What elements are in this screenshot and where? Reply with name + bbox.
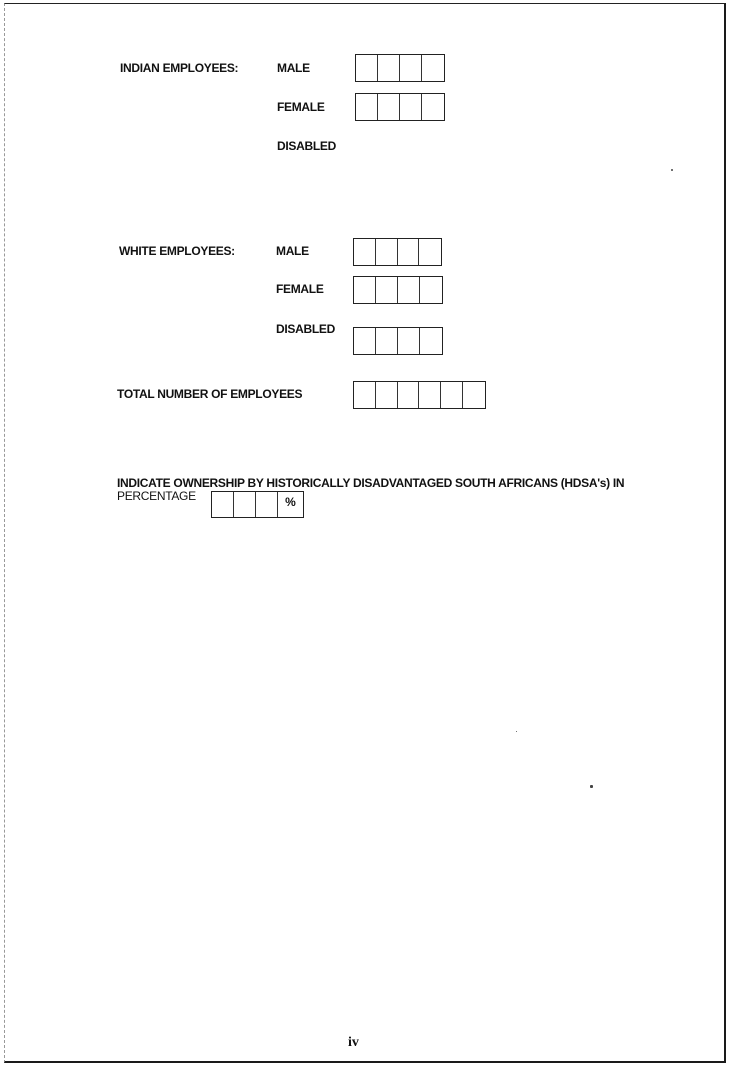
- digit-box[interactable]: [256, 492, 278, 517]
- digit-box[interactable]: [420, 277, 442, 303]
- indian-male-label: MALE: [277, 61, 310, 75]
- digit-box[interactable]: [398, 328, 420, 354]
- digit-box[interactable]: [376, 328, 398, 354]
- digit-box[interactable]: [400, 94, 422, 120]
- digit-box[interactable]: [376, 239, 398, 265]
- percent-symbol: %: [285, 495, 296, 509]
- digit-box[interactable]: [419, 382, 441, 408]
- indian-female-input-boxes[interactable]: [355, 93, 445, 121]
- page-number: iv: [348, 1035, 359, 1050]
- white-disabled-label: DISABLED: [276, 322, 335, 336]
- digit-box[interactable]: [419, 239, 441, 265]
- digit-box[interactable]: [376, 277, 398, 303]
- digit-box[interactable]: [422, 55, 444, 81]
- digit-box[interactable]: [356, 94, 378, 120]
- digit-box[interactable]: [378, 55, 400, 81]
- digit-box[interactable]: [420, 328, 442, 354]
- white-male-label: MALE: [276, 244, 309, 258]
- digit-box[interactable]: [354, 277, 376, 303]
- digit-box[interactable]: [354, 239, 376, 265]
- digit-box[interactable]: [422, 94, 444, 120]
- white-female-label: FEMALE: [276, 282, 324, 296]
- digit-box[interactable]: [376, 382, 398, 408]
- digit-box[interactable]: [356, 55, 378, 81]
- white-employees-heading: WHITE EMPLOYEES:: [119, 244, 235, 258]
- indian-male-input-boxes[interactable]: [355, 54, 445, 82]
- digit-box[interactable]: [398, 277, 420, 303]
- digit-box[interactable]: [400, 55, 422, 81]
- scan-speck: [671, 169, 673, 171]
- scan-speck: [590, 785, 593, 788]
- white-male-input-boxes[interactable]: [353, 238, 442, 266]
- ownership-question-line1: INDICATE OWNERSHIP BY HISTORICALLY DISADVANTAGED SOUTH AFRICANS (HDSA's) IN: [117, 476, 625, 490]
- digit-box[interactable]: [354, 382, 376, 408]
- total-employees-input-boxes[interactable]: [353, 381, 486, 409]
- page-border: [4, 3, 726, 1063]
- digit-box[interactable]: [378, 94, 400, 120]
- digit-box[interactable]: [441, 382, 463, 408]
- ownership-question-line2: PERCENTAGE: [117, 489, 196, 503]
- digit-box[interactable]: [398, 382, 420, 408]
- digit-box[interactable]: [354, 328, 376, 354]
- total-employees-label: TOTAL NUMBER OF EMPLOYEES: [117, 387, 303, 401]
- white-female-input-boxes[interactable]: [353, 276, 443, 304]
- white-disabled-input-boxes[interactable]: [353, 327, 443, 355]
- indian-employees-heading: INDIAN EMPLOYEES:: [120, 61, 239, 75]
- scan-speck: [516, 731, 517, 732]
- digit-box[interactable]: [212, 492, 234, 517]
- digit-box[interactable]: [463, 382, 485, 408]
- indian-female-label: FEMALE: [277, 100, 325, 114]
- digit-box[interactable]: [234, 492, 256, 517]
- ownership-percentage-input-boxes[interactable]: [211, 491, 304, 518]
- digit-box[interactable]: [398, 239, 420, 265]
- indian-disabled-label: DISABLED: [277, 139, 336, 153]
